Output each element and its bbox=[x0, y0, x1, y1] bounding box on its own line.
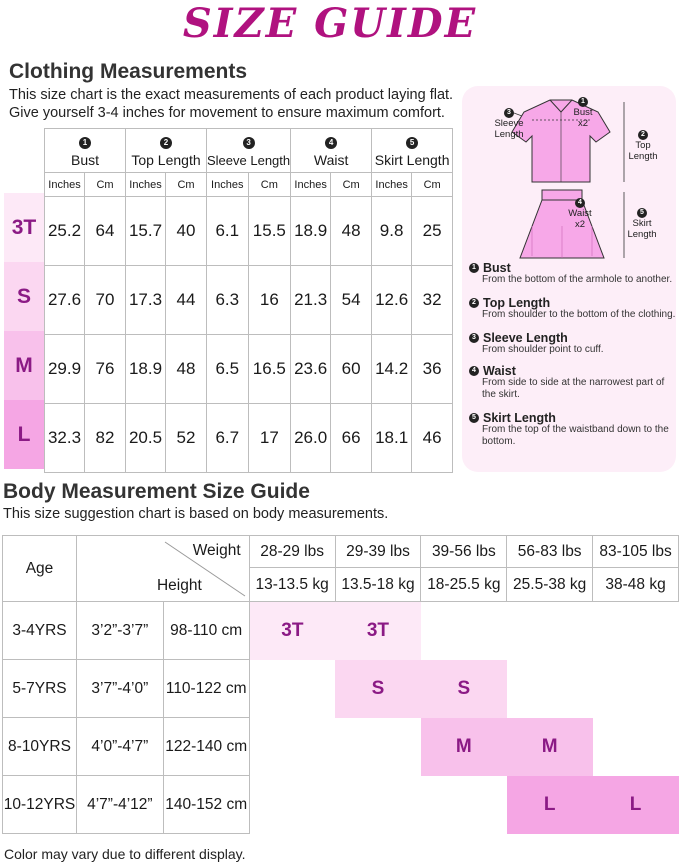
measurement-cell: 66 bbox=[331, 404, 372, 473]
measurement-cell: 17 bbox=[248, 404, 291, 473]
measurement-cell: 18.9 bbox=[291, 197, 331, 266]
measurement-cell: 27.6 bbox=[45, 266, 85, 335]
measurement-cell: 12.6 bbox=[372, 266, 412, 335]
size-row bbox=[45, 335, 453, 404]
height-in-cell: 3’2”-3’7” bbox=[76, 602, 163, 660]
measurement-cell: 6.5 bbox=[207, 335, 249, 404]
unit-cm: Cm bbox=[85, 173, 126, 197]
measurement-cell: 14.2 bbox=[372, 335, 412, 404]
size-label-l: L bbox=[4, 400, 44, 469]
empty-cell bbox=[507, 660, 593, 718]
measurement-cell: 18.9 bbox=[126, 335, 166, 404]
bust-diagram-label: 1 Bust x2 bbox=[573, 98, 593, 129]
height-cm-cell: 110-122 cm bbox=[163, 660, 249, 718]
height-in-cell: 4’0”-4’7” bbox=[76, 718, 163, 776]
footer-note: Color may vary due to different display. bbox=[4, 846, 246, 862]
age-cell: 3-4YRS bbox=[3, 602, 77, 660]
measurement-cell: 6.7 bbox=[207, 404, 249, 473]
recommended-size-cell: S bbox=[421, 660, 507, 718]
age-row bbox=[3, 718, 679, 776]
clothing-desc-1: This size chart is the exact measurements of each product laying flat. bbox=[9, 87, 454, 103]
empty-cell bbox=[421, 776, 507, 834]
weight-kg-cell: 18-25.5 kg bbox=[421, 568, 507, 602]
measurement-cell: 6.1 bbox=[207, 197, 249, 266]
recommended-size-cell: 3T bbox=[335, 602, 421, 660]
table-header-row bbox=[45, 129, 453, 173]
unit-inches: Inches bbox=[207, 173, 249, 197]
measurement-cell: 23.6 bbox=[291, 335, 331, 404]
age-cell: 10-12YRS bbox=[3, 776, 77, 834]
top-length-diagram-label: 2 Top Length bbox=[628, 131, 658, 162]
measurement-cell: 20.5 bbox=[126, 404, 166, 473]
measurement-cell: 16.5 bbox=[248, 335, 291, 404]
weight-height-header bbox=[76, 536, 249, 602]
height-cm-cell: 140-152 cm bbox=[163, 776, 249, 834]
weight-lbs-cell: 83-105 lbs bbox=[593, 536, 679, 568]
definition-top-length: 2 Top Length From shoulder to the bottom of the clothing. bbox=[469, 297, 679, 321]
measurement-cell: 25 bbox=[412, 197, 453, 266]
skirt-length-diagram-label: 5 Skirt Length bbox=[627, 209, 657, 240]
recommended-size-cell: L bbox=[593, 776, 679, 834]
height-in-cell: 3’7”-4’0” bbox=[76, 660, 163, 718]
size-label-3t: 3T bbox=[4, 193, 44, 262]
units-row bbox=[45, 173, 453, 197]
weight-kg-cell: 38-48 kg bbox=[593, 568, 679, 602]
unit-cm: Cm bbox=[166, 173, 207, 197]
unit-cm: Cm bbox=[248, 173, 291, 197]
size-row bbox=[45, 266, 453, 335]
height-cm-cell: 98-110 cm bbox=[163, 602, 249, 660]
weight-label: Weight bbox=[192, 542, 241, 559]
measurement-cell: 48 bbox=[166, 335, 207, 404]
empty-cell bbox=[335, 776, 421, 834]
age-header: Age bbox=[3, 536, 77, 602]
clothing-desc-2: Give yourself 3-4 inches for movement to ensure maximum comfort. bbox=[9, 105, 445, 121]
measurement-cell: 9.8 bbox=[372, 197, 412, 266]
measurement-cell: 60 bbox=[331, 335, 372, 404]
age-row bbox=[3, 602, 679, 660]
col-bust: 1 Bust bbox=[45, 129, 126, 173]
empty-cell bbox=[507, 602, 593, 660]
col-sleeve-length: 3 Sleeve Length bbox=[207, 129, 291, 173]
empty-cell bbox=[593, 660, 679, 718]
age-row bbox=[3, 776, 679, 834]
weight-lbs-cell: 28-29 lbs bbox=[249, 536, 335, 568]
recommended-size-cell: 3T bbox=[249, 602, 335, 660]
measurement-cell: 32 bbox=[412, 266, 453, 335]
empty-cell bbox=[421, 602, 507, 660]
measurement-cell: 15.5 bbox=[248, 197, 291, 266]
measurement-cell: 25.2 bbox=[45, 197, 85, 266]
measurement-cell: 40 bbox=[166, 197, 207, 266]
definition-bust: 1 Bust From the bottom of the armhole to another. bbox=[469, 262, 679, 286]
size-row bbox=[45, 404, 453, 473]
measurement-cell: 64 bbox=[85, 197, 126, 266]
empty-cell bbox=[249, 718, 335, 776]
unit-cm: Cm bbox=[412, 173, 453, 197]
measurement-cell: 26.0 bbox=[291, 404, 331, 473]
measurement-cell: 46 bbox=[412, 404, 453, 473]
body-desc: This size suggestion chart is based on body measurements. bbox=[3, 506, 389, 522]
measurement-cell: 29.9 bbox=[45, 335, 85, 404]
height-cm-cell: 122-140 cm bbox=[163, 718, 249, 776]
measurement-cell: 16 bbox=[248, 266, 291, 335]
measurement-cell: 32.3 bbox=[45, 404, 85, 473]
col-skirt-length: 5 Skirt Length bbox=[372, 129, 453, 173]
sleeve-diagram-label: 3 Sleeve Length bbox=[494, 109, 524, 140]
weight-kg-cell: 25.5-38 kg bbox=[507, 568, 593, 602]
unit-inches: Inches bbox=[45, 173, 85, 197]
size-label-m: M bbox=[4, 331, 44, 400]
measurement-cell: 52 bbox=[166, 404, 207, 473]
definition-sleeve-length: 3 Sleeve Length From shoulder point to cuff. bbox=[469, 332, 679, 356]
unit-cm: Cm bbox=[331, 173, 372, 197]
unit-inches: Inches bbox=[372, 173, 412, 197]
weight-kg-cell: 13.5-18 kg bbox=[335, 568, 421, 602]
recommended-size-cell: M bbox=[421, 718, 507, 776]
measurement-cell: 36 bbox=[412, 335, 453, 404]
measurement-cell: 48 bbox=[331, 197, 372, 266]
col-top-length: 2 Top Length bbox=[126, 129, 207, 173]
body-measurement-table bbox=[2, 535, 679, 834]
unit-inches: Inches bbox=[291, 173, 331, 197]
size-row bbox=[45, 197, 453, 266]
size-label-s: S bbox=[4, 262, 44, 331]
weight-lbs-cell: 56-83 lbs bbox=[507, 536, 593, 568]
clothing-heading: Clothing Measurements bbox=[9, 60, 248, 83]
measurement-cell: 44 bbox=[166, 266, 207, 335]
measurement-cell: 70 bbox=[85, 266, 126, 335]
age-cell: 8-10YRS bbox=[3, 718, 77, 776]
recommended-size-cell: L bbox=[507, 776, 593, 834]
waist-diagram-label: 4 Waist x2 bbox=[568, 199, 592, 230]
recommended-size-cell: S bbox=[335, 660, 421, 718]
clothing-measurement-table bbox=[44, 128, 453, 473]
empty-cell bbox=[249, 660, 335, 718]
measurement-cell: 6.3 bbox=[207, 266, 249, 335]
recommended-size-cell: M bbox=[507, 718, 593, 776]
empty-cell bbox=[249, 776, 335, 834]
empty-cell bbox=[335, 718, 421, 776]
measurement-cell: 82 bbox=[85, 404, 126, 473]
measurement-cell: 17.3 bbox=[126, 266, 166, 335]
height-label: Height bbox=[156, 577, 202, 594]
age-cell: 5-7YRS bbox=[3, 660, 77, 718]
age-row bbox=[3, 660, 679, 718]
measurement-cell: 21.3 bbox=[291, 266, 331, 335]
col-waist: 4 Waist bbox=[291, 129, 372, 173]
weight-kg-cell: 13-13.5 kg bbox=[249, 568, 335, 602]
empty-cell bbox=[593, 718, 679, 776]
measurement-cell: 54 bbox=[331, 266, 372, 335]
empty-cell bbox=[593, 602, 679, 660]
page-title: SIZE GUIDE bbox=[182, 0, 478, 47]
unit-inches: Inches bbox=[126, 173, 166, 197]
weight-lbs-row bbox=[3, 536, 679, 568]
measurement-cell: 15.7 bbox=[126, 197, 166, 266]
body-heading: Body Measurement Size Guide bbox=[3, 480, 310, 503]
weight-lbs-cell: 29-39 lbs bbox=[335, 536, 421, 568]
weight-lbs-cell: 39-56 lbs bbox=[421, 536, 507, 568]
measurement-cell: 76 bbox=[85, 335, 126, 404]
definition-waist: 4 Waist From side to side at the narrowest part of the skirt. bbox=[469, 365, 679, 401]
definition-skirt-length: 5 Skirt Length From the top of the waistband down to the bottom. bbox=[469, 412, 679, 448]
measurement-cell: 18.1 bbox=[372, 404, 412, 473]
height-in-cell: 4’7”-4’12” bbox=[76, 776, 163, 834]
